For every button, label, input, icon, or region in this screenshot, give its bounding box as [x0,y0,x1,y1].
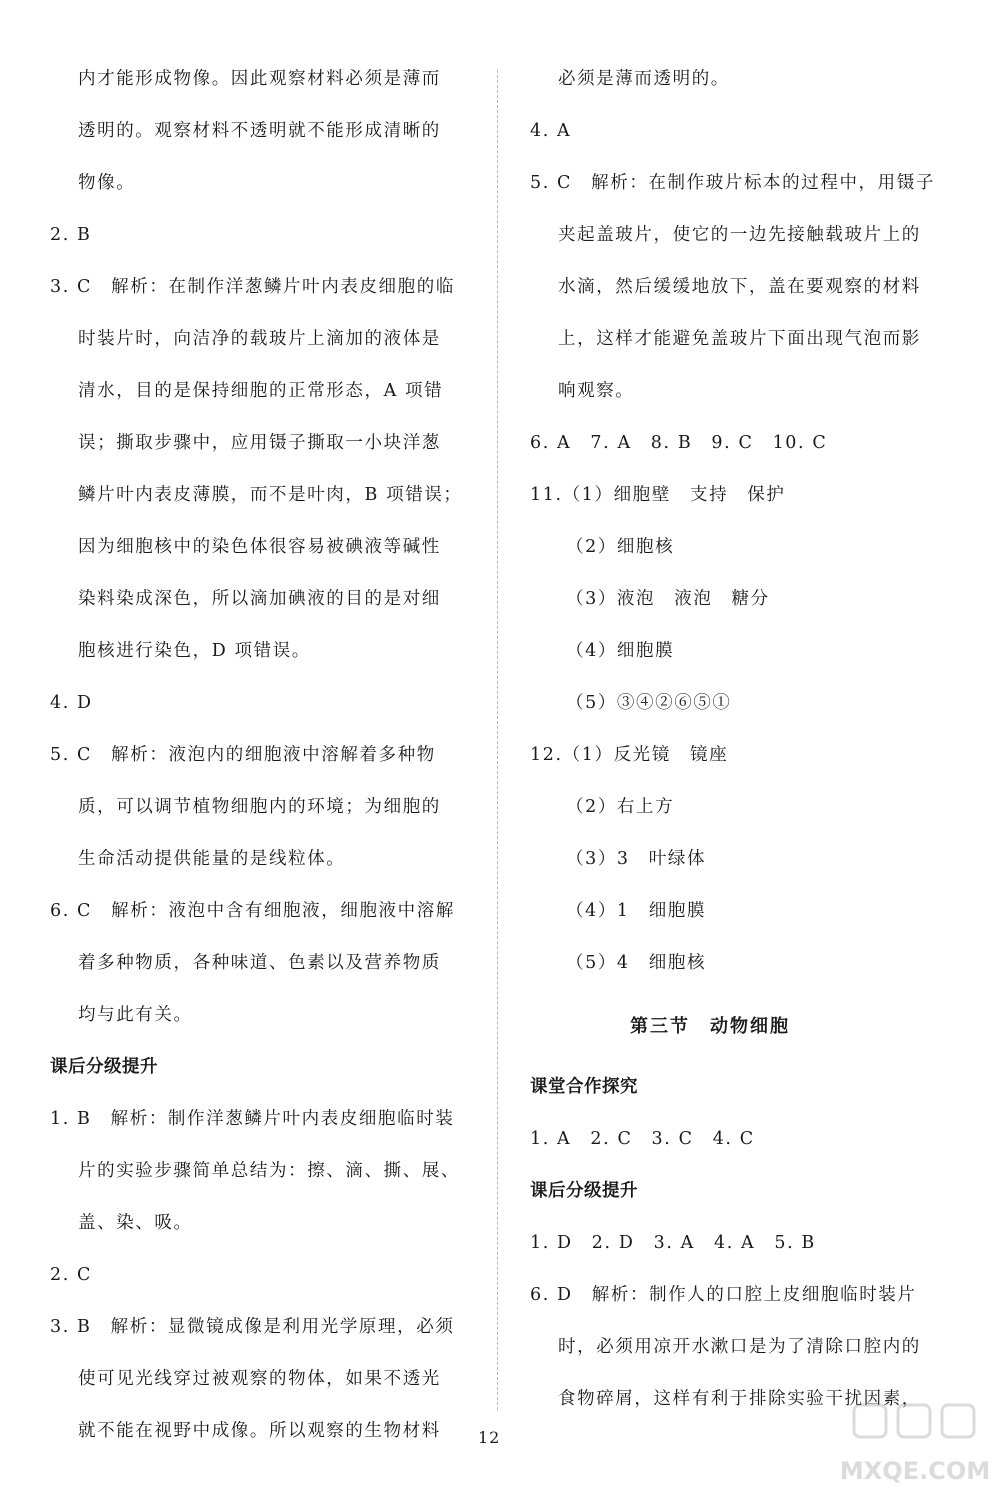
text-line: 食物碎屑，这样有利于排除实验干扰因素， [558,1389,921,1409]
watermark-logo [840,1399,990,1495]
text-line: 夹起盖玻片，使它的一边先接触载玻片上的 [558,225,921,245]
section-heading: 课后分级提升 [50,1057,158,1077]
text-line: 染料染成深色，所以滴加碘液的目的是对细 [78,589,441,609]
text-line: 胞核进行染色，D 项错误。 [78,641,311,661]
text-line: 6. C 解析：液泡中含有细胞液，细胞液中溶解 [50,901,455,921]
text-line: （2）右上方 [566,797,675,817]
text-line: 1. A 2. C 3. C 4. C [530,1129,755,1149]
text-line: 4. D [50,693,93,713]
text-line: 6. D 解析：制作人的口腔上皮细胞临时装片 [530,1285,917,1305]
text-line: 6. A 7. A 8. B 9. C 10. C [530,433,828,453]
text-line: 因为细胞核中的染色体很容易被碘液等碱性 [78,537,441,557]
text-line: 时，必须用凉开水漱口是为了清除口腔内的 [558,1337,921,1357]
text-line: 响观察。 [558,381,635,401]
text-line: （4）细胞膜 [566,641,675,661]
text-line: （2）细胞核 [566,537,675,557]
page-number: 12 [478,1428,501,1447]
column-divider [497,70,499,1410]
section-title: 第三节 动物细胞 [630,1016,790,1037]
text-line: 4. A [530,121,572,141]
text-line: 盖、染、吸。 [78,1213,193,1233]
text-line: 均与此有关。 [78,1005,193,1025]
section-heading: 课后分级提升 [530,1181,638,1201]
text-line: 2. C [50,1265,93,1285]
text-line: 透明的。观察材料不透明就不能形成清晰的 [78,121,441,141]
text-line: 3. B 解析：显微镜成像是利用光学原理，必须 [50,1317,455,1337]
text-line: 水滴，然后缓缓地放下，盖在要观察的材料 [558,277,921,297]
text-line: 使可见光线穿过被观察的物体，如果不透光 [78,1369,441,1389]
section-heading: 课堂合作探究 [530,1077,638,1097]
text-line: 5. C 解析：在制作玻片标本的过程中，用镊子 [530,173,935,193]
text-line: 1. B 解析：制作洋葱鳞片叶内表皮细胞临时装 [50,1109,455,1129]
text-line: 3. C 解析：在制作洋葱鳞片叶内表皮细胞的临 [50,277,455,297]
text-line: 清水，目的是保持细胞的正常形态，A 项错 [78,381,444,401]
text-line: 5. C 解析：液泡内的细胞液中溶解着多种物 [50,745,436,765]
text-line: （3）液泡 液泡 糖分 [566,589,770,609]
text-line: 着多种物质，各种味道、色素以及营养物质 [78,953,441,973]
text-line: （5）4 细胞核 [566,953,707,973]
text-line: 1. D 2. D 3. A 4. A 5. B [530,1233,816,1253]
text-line: 时装片时，向洁净的载玻片上滴加的液体是 [78,329,441,349]
text-line: 片的实验步骤简单总结为：擦、滴、撕、展、 [78,1161,460,1181]
text-line: 上，这样才能避免盖玻片下面出现气泡而影 [558,329,921,349]
text-line: （5）③④②⑥⑤① [566,693,732,713]
text-line: 必须是薄而透明的。 [558,69,730,89]
text-line: 11.（1）细胞壁 支持 保护 [530,485,786,505]
text-line: （3）3 叶绿体 [566,849,707,869]
text-line: 物像。 [78,173,136,193]
text-line: 质，可以调节植物细胞内的环境；为细胞的 [78,797,441,817]
text-line: 12.（1）反光镜 镜座 [530,745,729,765]
text-line: 误；撕取步骤中，应用镊子撕取一小块洋葱 [78,433,441,453]
text-line: （4）1 细胞膜 [566,901,707,921]
watermark-text: MXQE.COM [840,1457,990,1485]
text-line: 内才能形成物像。因此观察材料必须是薄而 [78,69,441,89]
text-line: 生命活动提供能量的是线粒体。 [78,849,346,869]
text-line: 2. B [50,225,92,245]
text-line: 鳞片叶内表皮薄膜，而不是叶肉，B 项错误； [78,485,463,505]
text-line: 就不能在视野中成像。所以观察的生物材料 [78,1421,441,1441]
